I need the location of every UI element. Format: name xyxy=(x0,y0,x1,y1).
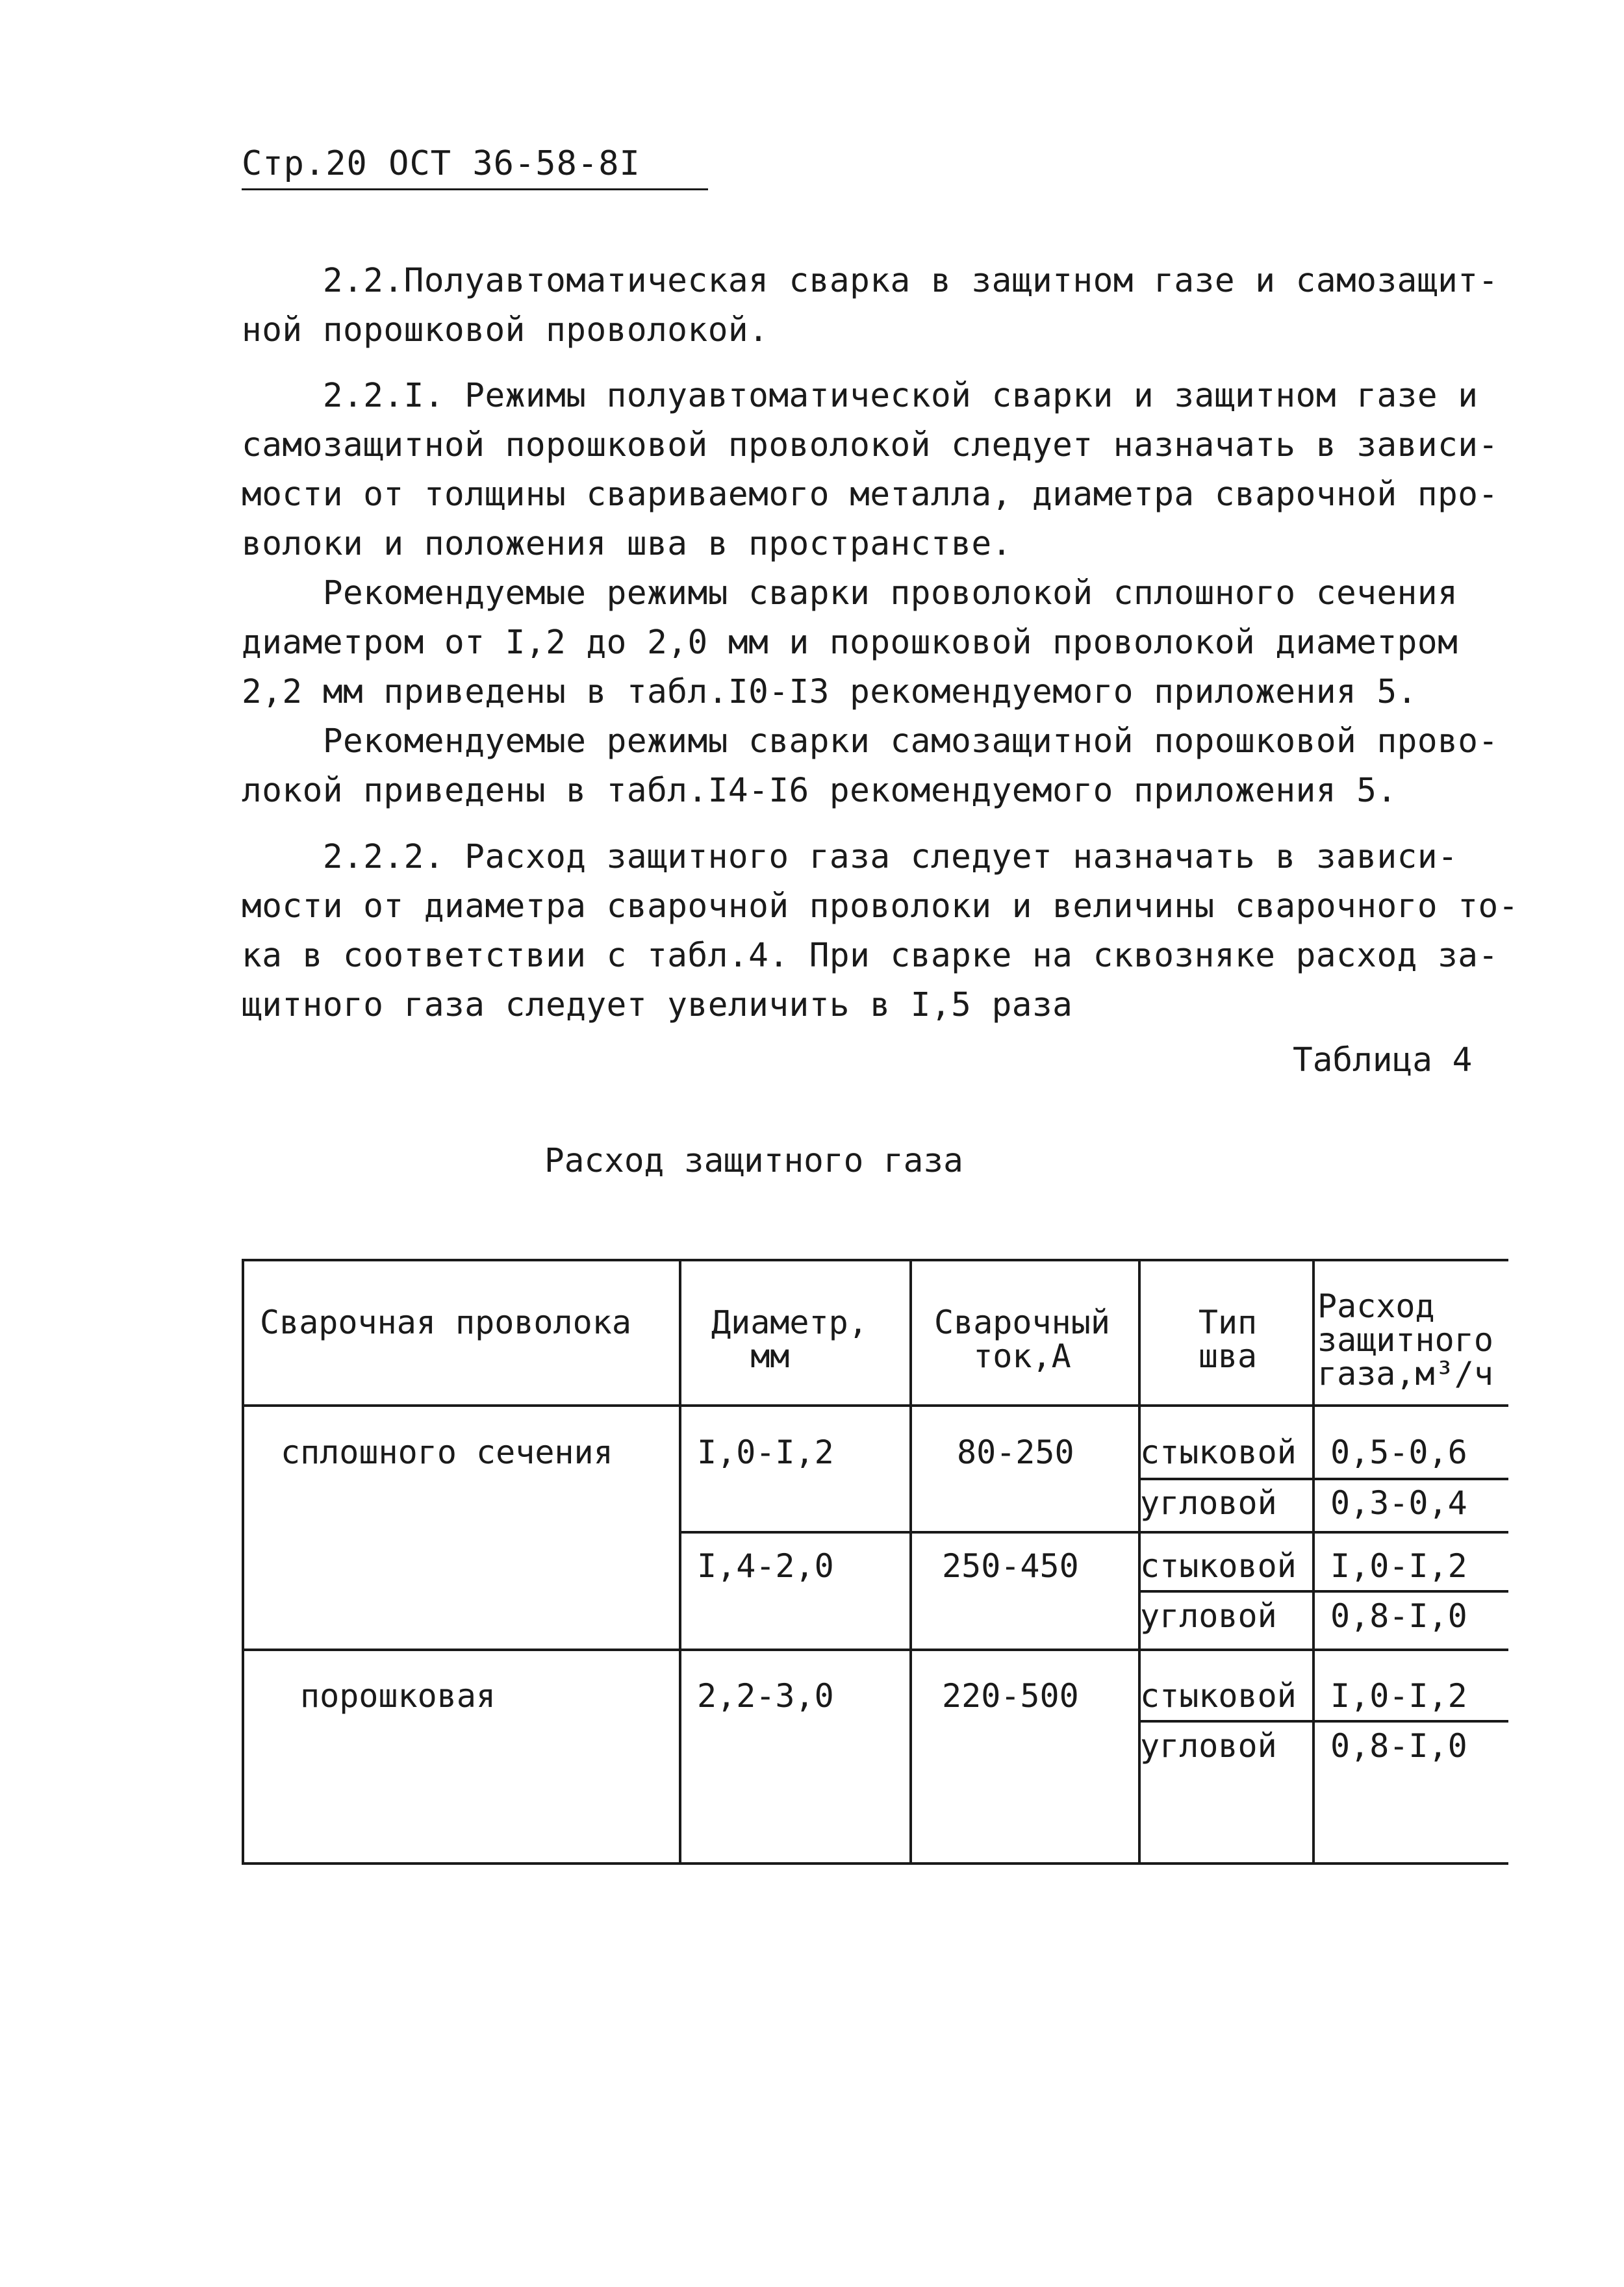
header-gas-flow: Расход защитного газа,м³/ч xyxy=(1317,1287,1493,1393)
paragraph-2-2-2: 2.2.2. Расход защитного газа следует назначать в зависи- мости от диаметра сварочной проволоки и величины сварочного то- ка в соответствии с табл.4. При сварке на сквозняке расход за- щитного газа следует увеличить в I,5 раза xyxy=(242,838,1519,1024)
cell-seam: стыковой xyxy=(1140,1547,1297,1585)
cell-seam: угловой xyxy=(1140,1597,1277,1635)
cell-wire: порошковая xyxy=(300,1677,496,1715)
column-divider xyxy=(1312,1259,1315,1865)
cell-seam: стыковой xyxy=(1140,1434,1297,1471)
cell-flow: I,0-I,2 xyxy=(1330,1677,1467,1715)
row-separator xyxy=(242,1649,1508,1651)
row-separator xyxy=(1138,1478,1508,1480)
cell-flow: 0,8-I,0 xyxy=(1330,1597,1467,1635)
cell-seam: стыковой xyxy=(1140,1677,1297,1715)
row-separator xyxy=(1138,1590,1508,1593)
cell-seam: угловой xyxy=(1140,1727,1277,1765)
cell-current: 250-450 xyxy=(942,1547,1079,1585)
table-label: Таблица 4 xyxy=(1293,1041,1473,1080)
cell-current: 80-250 xyxy=(957,1434,1074,1471)
column-divider xyxy=(679,1259,681,1865)
table-left-border xyxy=(242,1259,244,1865)
header-wire: Сварочная проволока xyxy=(260,1304,631,1341)
table-title: Расход защитного газа xyxy=(544,1142,963,1180)
cell-wire: сплошного сечения xyxy=(281,1434,613,1471)
header-diameter: Диаметр, мм xyxy=(711,1304,868,1375)
cell-flow: 0,8-I,0 xyxy=(1330,1727,1467,1765)
cell-flow: I,0-I,2 xyxy=(1330,1547,1467,1585)
table-header-separator xyxy=(242,1404,1508,1407)
paragraph-2-2-1: 2.2.I. Режимы полуавтоматической сварки и защитном газе и самозащитной порошковой проволокой следует назначать в зависи- мости от толщины свариваемого металла, диаметра сварочной про- волоки и положения шва в пространстве. Рекомендуемые режимы сварки проволокой сплошного сечения диаметром от I,2 до 2,0 мм и порошковой проволокой диаметром 2,2 мм приведены в табл.I0-I3 рекомендуемого приложения 5. Рекомендуемые режимы сварки самозащитной порошковой прово- локой приведены в табл.I4-I6 рекомендуемого приложения 5. xyxy=(242,377,1499,810)
row-separator xyxy=(1138,1720,1508,1723)
cell-diameter: 2,2-3,0 xyxy=(697,1677,834,1715)
cell-diameter: I,4-2,0 xyxy=(697,1547,834,1585)
table-top-border xyxy=(242,1259,1508,1261)
page-header: Стр.20 ОСТ 36-58-8I xyxy=(242,144,641,183)
cell-flow: 0,5-0,6 xyxy=(1330,1434,1467,1471)
cell-seam: угловой xyxy=(1140,1484,1277,1522)
header-seam-type: Тип шва xyxy=(1198,1304,1258,1375)
header-current: Сварочный ток,А xyxy=(934,1304,1110,1375)
cell-diameter: I,0-I,2 xyxy=(697,1434,834,1471)
paragraph-2-2: 2.2.Полуавтоматическая сварка в защитном газе и самозащит- ной порошковой проволокой. xyxy=(242,262,1499,349)
cell-flow: 0,3-0,4 xyxy=(1330,1484,1467,1522)
column-divider xyxy=(909,1259,912,1865)
cell-current: 220-500 xyxy=(942,1677,1079,1715)
row-separator xyxy=(679,1531,1508,1534)
table-bottom-border xyxy=(242,1862,1508,1865)
header-underline xyxy=(242,188,708,190)
